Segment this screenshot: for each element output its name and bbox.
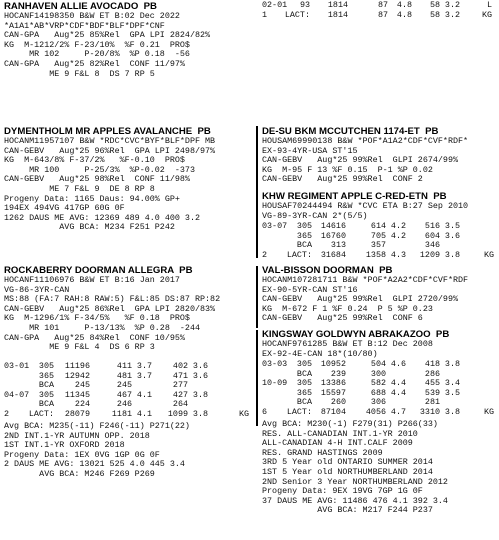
- lactation-cell: 04-07: [4, 389, 30, 400]
- detail-line: 2ND INT.1-YR AUTUMN OPP. 2018: [4, 430, 150, 441]
- detail-line: CAN-GEBV Aug*25 98%Rel CONF 11/98%: [4, 174, 190, 185]
- animal-block-kingsway: [262, 329, 449, 359]
- lactation-cell: 481: [116, 370, 132, 381]
- lactation-cell: LACT:: [284, 9, 310, 20]
- detail-line: CAN-GEBV Aug*25 99%Rel GLPI 2720/99%: [262, 294, 459, 305]
- lactation-cell: 87: [377, 0, 388, 10]
- animal-block-valbisson: [262, 265, 468, 324]
- animal-name: DYMENTHOLM MR APPLES AVALANCHE PB: [4, 126, 211, 137]
- lactation-cell: 3.8: [444, 407, 460, 417]
- detail-line: HOCANF14198350 B&W ET B:02 Dec 2022: [4, 11, 180, 21]
- lactation-cell: 604: [424, 230, 440, 241]
- animal-block-ranhaven: [4, 1, 210, 79]
- lactation-cell: 4.1: [136, 389, 152, 400]
- lactation-cell: 346: [424, 240, 440, 251]
- lactation-cell: 705: [370, 230, 386, 241]
- animal-block-rockaberry: [4, 265, 220, 353]
- lactation-cell: 3.6: [192, 370, 208, 381]
- lactation-cell: 4.4: [390, 387, 406, 398]
- lactation-cell: 245: [116, 380, 132, 391]
- lactation-cell: 357: [370, 240, 386, 251]
- lactation-cell: 3.7: [136, 370, 152, 381]
- lactation-cell: 286: [424, 368, 440, 379]
- detail-line: HOCANM107281711 B&W *POF*A2A2*CDF*CVF*RDF: [262, 275, 469, 285]
- detail-line: CAN-GEBV Aug*25 86%Rel GPA LPI 2820/83%: [4, 303, 216, 314]
- animal-details: [262, 202, 468, 221]
- detail-line: 2 DAUS ME AVG: 13021 525 4.0 445 3.4: [4, 459, 185, 470]
- lactation-cell: 239: [330, 368, 346, 379]
- lactation-cell: 16760: [320, 230, 346, 241]
- lactation-cell: 300: [370, 368, 386, 379]
- animal-notes-kingsway: [262, 420, 448, 516]
- animal-name: KINGSWAY GOLDWYN ABRAKAZOO PB: [262, 329, 450, 340]
- lactation-table-top: [262, 1, 499, 21]
- lactation-cell: 306: [370, 397, 386, 408]
- detail-line: KG M-643/8% F-37/2% %F-0.10 PRO$: [4, 155, 185, 166]
- detail-line: 1ST INT.1-YR OXFORD 2018: [4, 440, 125, 451]
- detail-line: AVG BCA: M234 F251 P242: [4, 222, 175, 233]
- lactation-cell: 1181: [111, 409, 132, 419]
- lactation-cell: 1358: [365, 249, 386, 260]
- animal-block-dymentholm: [4, 126, 215, 233]
- lactation-cell: 03-01: [4, 361, 30, 371]
- detail-line: EX-92-4E-CAN 18*(10/80): [262, 348, 378, 359]
- animal-details: [4, 276, 220, 353]
- lactation-cell: BCA: [296, 397, 312, 408]
- lactation-cell: 305: [296, 359, 312, 369]
- lactation-cell: 28079: [64, 409, 90, 419]
- pedigree-bracket: [256, 126, 258, 194]
- detail-line: VG-89-3YR-CAN 2*(5/5): [262, 210, 368, 221]
- lactation-cell: 305: [296, 221, 312, 231]
- animal-name: KHW REGIMENT APPLE C-RED-ETN PB: [262, 191, 447, 202]
- lactation-cell: 15597: [320, 387, 346, 398]
- lactation-cell: 10952: [320, 359, 346, 369]
- detail-line: KG M-672 F 1 %F 0.24 P 5 %P 0.23: [262, 303, 433, 314]
- detail-line: RES. ALL-CANADIAN INT.1-YR 2010: [262, 428, 418, 439]
- detail-line: CAN-GPA Aug*25 82%Rel CONF 11/97%: [4, 58, 185, 69]
- animal-details: [262, 276, 468, 324]
- animal-details: [262, 340, 449, 359]
- lactation-row: [262, 408, 499, 418]
- lactation-cell: L: [486, 0, 492, 10]
- lactation-cell: 3.2: [444, 0, 460, 10]
- lactation-cell: 516: [424, 221, 440, 231]
- detail-line: ME 9 F&L 8 DS 7 RP 5: [4, 68, 155, 79]
- lactation-cell: 504: [370, 359, 386, 369]
- detail-line: AVG BCA: M217 F244 P237: [262, 505, 433, 516]
- animal-details: [4, 137, 215, 233]
- detail-line: *A1A1*AB*VRP*CDF*BDF*BLF*DPF*CNF: [4, 20, 165, 31]
- lactation-table: [262, 360, 499, 420]
- lactation-cell: 4.1: [136, 409, 152, 419]
- lactation-row: [262, 251, 499, 261]
- detail-line: 3RD 5 Year old ONTARIO SUMMER 2014: [262, 457, 433, 468]
- lactation-cell: 2: [262, 249, 268, 260]
- lactation-cell: 2: [4, 409, 10, 419]
- detail-line: RES. GRAND HASTINGS 2009: [262, 447, 383, 458]
- lactation-row: [4, 410, 254, 420]
- lactation-table: [262, 222, 499, 262]
- lactation-cell: 3.6: [192, 361, 208, 371]
- lactation-cell: LACT:: [286, 407, 312, 417]
- detail-line: 37 DAUS ME AVG: 11486 476 4.1 392 3.4: [262, 495, 448, 506]
- lactation-cell: KG: [238, 409, 249, 419]
- lactation-cell: 4.3: [390, 249, 406, 260]
- lactation-cell: 1814: [327, 9, 348, 20]
- lactation-cell: 245: [74, 380, 90, 391]
- animal-details: [262, 137, 468, 185]
- lactation-cell: 03-03: [262, 359, 288, 369]
- lactation-cell: 471: [172, 370, 188, 381]
- lactation-cell: 4.7: [390, 407, 406, 417]
- detail-line: HOCANF9761285 B&W ET B:12 Dec 2008: [262, 339, 433, 349]
- lactation-cell: 3.7: [136, 361, 152, 371]
- detail-line: 1ST 5 Year old NORTHUMBERLAND 2014: [262, 466, 433, 477]
- lactation-cell: 3310: [419, 407, 440, 417]
- lactation-cell: 03-07: [262, 221, 288, 231]
- detail-line: CAN-GEBV Aug*25 99%Rel CONF 6: [262, 313, 423, 324]
- lactation-cell: 1814: [327, 0, 348, 10]
- lactation-cell: 58: [429, 9, 440, 20]
- animal-name: VAL-BISSON DOORMAN PB: [262, 265, 393, 276]
- lactation-cell: 365: [296, 230, 312, 241]
- lactation-cell: 1: [262, 9, 268, 20]
- lactation-cell: BCA: [296, 368, 312, 379]
- detail-line: CAN-GPA Aug*25 84%Rel CONF 10/95%: [4, 332, 185, 343]
- lactation-cell: BCA: [296, 240, 312, 251]
- lactation-cell: 614: [370, 221, 386, 231]
- lactation-cell: 87104: [320, 407, 346, 417]
- lactation-cell: 539: [424, 387, 440, 398]
- lactation-cell: 305: [38, 389, 54, 400]
- lactation-cell: 3.6: [444, 230, 460, 241]
- lactation-cell: BCA: [38, 399, 54, 410]
- detail-line: ME 9 F&L 4 DS 6 RP 3: [4, 342, 155, 353]
- lactation-cell: 4056: [365, 407, 386, 417]
- lactation-cell: 3.8: [444, 249, 460, 260]
- lactation-cell: 31684: [320, 249, 346, 260]
- lactation-cell: 3.5: [444, 387, 460, 398]
- lactation-cell: KG: [483, 407, 494, 417]
- lactation-cell: 14616: [320, 221, 346, 231]
- lactation-cell: 4.2: [390, 230, 406, 241]
- lactation-cell: 4.6: [390, 359, 406, 369]
- detail-line: MR 102 P-20/8% %P 0.18 -56: [4, 49, 190, 60]
- detail-line: KG M-1296/1% F-34/5% %F 0.18 PRO$: [4, 313, 190, 324]
- pedigree-bracket: [256, 330, 258, 426]
- lactation-cell: 3.4: [444, 378, 460, 389]
- lactation-cell: 10-09: [262, 378, 288, 389]
- detail-line: Avg BCA: M235(-11) F246(-11) P271(22): [4, 421, 190, 431]
- lactation-cell: 260: [330, 397, 346, 408]
- animal-block-khw: [262, 191, 468, 221]
- lactation-cell: 13386: [320, 378, 346, 389]
- detail-line: HOUSAF70244494 R&W *CVC ETA B:27 Sep 2010: [262, 201, 469, 211]
- detail-line: ALL-CANADIAN 4-H INT.CALF 2009: [262, 438, 413, 449]
- lactation-cell: 277: [172, 380, 188, 391]
- lactation-cell: 402: [172, 361, 188, 371]
- lactation-cell: 4.4: [390, 378, 406, 389]
- detail-line: 2ND Senior 3 Year NORTHUMBERLAND 2012: [262, 476, 448, 487]
- lactation-cell: 58: [429, 0, 440, 10]
- animal-name: ROCKABERRY DOORMAN ALLEGRA PB: [4, 265, 193, 276]
- detail-line: MR 101 P-13/13% %P 0.28 -244: [4, 322, 201, 333]
- detail-line: AVG BCA: M246 F269 P269: [4, 468, 155, 479]
- animal-name: DE-SU BKM MCCUTCHEN 1174-ET PB: [262, 126, 439, 137]
- lactation-table: [4, 362, 254, 422]
- lactation-cell: 365: [38, 370, 54, 381]
- animal-block-desu: [262, 126, 468, 185]
- lactation-cell: 11345: [64, 389, 90, 400]
- lactation-row: [262, 11, 499, 21]
- detail-line: EX-93-4YR-USA ST'15: [262, 145, 358, 156]
- lactation-cell: 11196: [64, 361, 90, 371]
- lactation-cell: 02-01: [262, 0, 288, 10]
- lactation-cell: KG: [483, 249, 494, 260]
- detail-line: ME 7 F&L 9 DE 8 RP 8: [4, 183, 155, 194]
- detail-line: CAN-GEBV Aug*25 96%Rel GPA LPI 2498/97%: [4, 145, 216, 156]
- lactation-cell: 467: [116, 389, 132, 400]
- detail-line: VG-86-3YR-CAN: [4, 284, 70, 295]
- detail-line: CAN-GPA Aug*25 85%Rel GPA LPI 2824/82%: [4, 30, 211, 41]
- lactation-cell: 246: [116, 399, 132, 410]
- detail-line: KG M-1212/2% F-23/10% %F 0.21 PRO$: [4, 39, 190, 50]
- lactation-cell: 3.2: [444, 9, 460, 20]
- lactation-cell: 3.8: [192, 389, 208, 400]
- detail-line: MR 100 P-25/3% %P-0.02 -373: [4, 164, 195, 175]
- detail-line: HOCANF11106976 B&W ET B:16 Jan 2017: [4, 275, 180, 285]
- detail-line: CAN-GEBV Aug*25 99%Rel CONF 2: [262, 174, 423, 185]
- lactation-cell: 224: [74, 399, 90, 410]
- animal-notes-rockaberry: [4, 422, 190, 480]
- lactation-cell: BCA: [38, 380, 54, 391]
- lactation-cell: 427: [172, 389, 188, 400]
- lactation-cell: 1099: [167, 409, 188, 419]
- lactation-cell: 4.8: [396, 9, 412, 20]
- detail-line: Progeny Data: 1EX 0VG 1GP 0G 0F: [4, 449, 160, 460]
- detail-line: Progeny Data: 9EX 19VG 7GP 1G 0F: [262, 486, 423, 497]
- pedigree-bracket: [256, 266, 258, 328]
- lactation-cell: 1209: [419, 249, 440, 260]
- lactation-cell: 582: [370, 378, 386, 389]
- lactation-cell: 4.2: [390, 221, 406, 231]
- detail-line: MS:88 (FA:7 RAH:8 RAW:5) F&L:85 DS:87 RP:82: [4, 294, 221, 305]
- lactation-cell: LACT:: [28, 409, 54, 419]
- lactation-cell: KG: [481, 9, 492, 20]
- detail-line: HOUSAM69990138 B&W *POF*A1A2*CDF*CVF*RDF*: [262, 136, 469, 146]
- lactation-cell: 411: [116, 361, 132, 371]
- lactation-cell: 87: [377, 9, 388, 20]
- lactation-cell: 3.5: [444, 221, 460, 231]
- animal-details: [4, 12, 210, 79]
- lactation-cell: 12942: [64, 370, 90, 381]
- detail-line: CAN-GEBV Aug*25 99%Rel GLPI 2674/99%: [262, 155, 459, 166]
- lactation-cell: 305: [38, 361, 54, 371]
- lactation-cell: 688: [370, 387, 386, 398]
- lactation-cell: 3.8: [444, 359, 460, 369]
- lactation-cell: 6: [262, 407, 268, 417]
- lactation-cell: 281: [424, 397, 440, 408]
- lactation-cell: 455: [424, 378, 440, 389]
- lactation-cell: 4.8: [396, 0, 412, 10]
- detail-line: Progeny Data: 1165 Daus: 94.00% GP+: [4, 193, 180, 204]
- pedigree-bracket: [256, 194, 258, 258]
- detail-line: 194EX 494VG 417GP 60G 0F: [4, 203, 125, 214]
- animal-name: RANHAVEN ALLIE AVOCADO PB: [4, 1, 157, 12]
- lactation-cell: 305: [296, 378, 312, 389]
- detail-line: HOCANM11957107 B&W *RDC*CVC*BYF*BLF*DPF MB: [4, 136, 216, 146]
- lactation-cell: 313: [330, 240, 346, 251]
- lactation-cell: LACT:: [286, 249, 312, 260]
- detail-line: EX-90-5YR-CAN ST'16: [262, 284, 358, 295]
- lactation-cell: 93: [299, 0, 310, 10]
- detail-line: KG M-95 F 13 %F 0.15 P-1 %P 0.02: [262, 164, 433, 175]
- lactation-cell: 365: [296, 387, 312, 398]
- detail-line: Avg BCA: M230(-1) F279(31) P266(33): [262, 419, 438, 429]
- detail-line: 1262 DAUS ME AVG: 12369 489 4.0 400 3.2: [4, 212, 201, 223]
- lactation-cell: 3.8: [192, 409, 208, 419]
- lactation-cell: 264: [172, 399, 188, 410]
- lactation-cell: 418: [424, 359, 440, 369]
